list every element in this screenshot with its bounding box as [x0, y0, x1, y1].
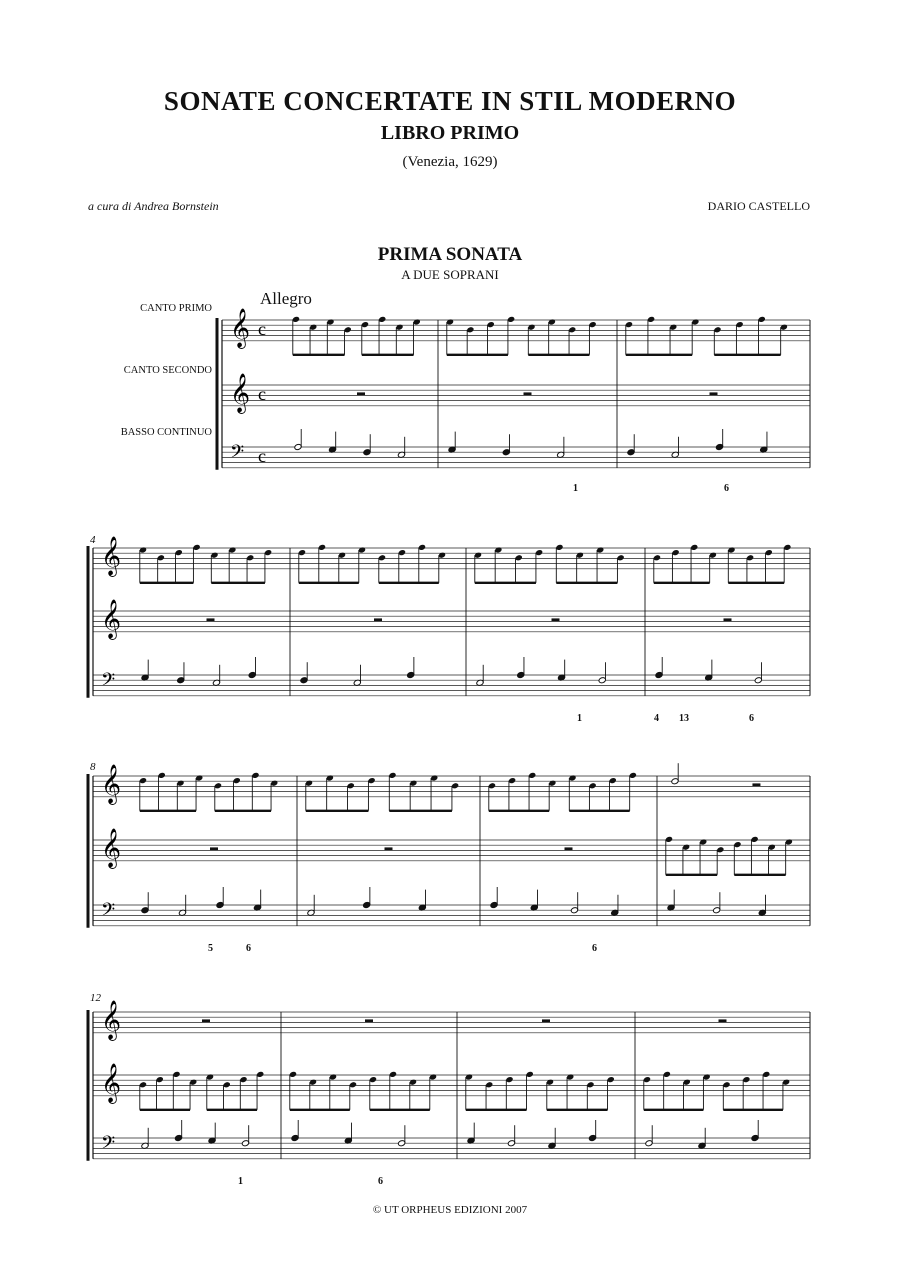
- instrument-label-canto-primo: CANTO PRIMO: [140, 303, 212, 314]
- treble-clef: 𝄞: [230, 308, 251, 348]
- treble-clef: 𝄞: [101, 1063, 122, 1103]
- treble-clef: 𝄞: [101, 599, 122, 639]
- time-signature: c: [258, 384, 266, 404]
- bass-clef: 𝄢: [101, 900, 116, 925]
- bass-clef: 𝄢: [101, 1133, 116, 1158]
- bass-clef: 𝄢: [101, 670, 116, 695]
- whole-rest: [752, 783, 760, 786]
- piece-subtitle: A DUE SOPRANI: [401, 267, 499, 282]
- whole-rest: [552, 618, 560, 621]
- time-signature: c: [258, 319, 266, 339]
- figured-bass-figure: 4: [654, 713, 659, 724]
- figured-bass-figure: 1: [238, 1176, 243, 1187]
- treble-clef: 𝄞: [101, 764, 122, 804]
- editor-credit: a cura di Andrea Bornstein: [88, 199, 219, 213]
- whole-rest: [710, 392, 718, 395]
- figured-bass-figure: 6: [246, 943, 251, 954]
- whole-rest: [357, 392, 365, 395]
- figured-bass-figure: 6: [592, 943, 597, 954]
- whole-rest: [374, 618, 382, 621]
- whole-rest: [207, 618, 215, 621]
- publication-date: (Venezia, 1629): [402, 154, 498, 170]
- whole-rest: [210, 847, 218, 850]
- whole-rest: [724, 618, 732, 621]
- figured-bass-figure: 6: [378, 1176, 383, 1187]
- treble-clef: 𝄞: [101, 536, 122, 576]
- measure-number: 12: [90, 992, 101, 1004]
- figured-bass-figure: 6: [724, 483, 729, 494]
- treble-clef: 𝄞: [230, 373, 251, 413]
- instrument-label-canto-secondo: CANTO SECONDO: [123, 365, 212, 376]
- whole-rest: [202, 1019, 210, 1022]
- whole-rest: [524, 392, 532, 395]
- score-subtitle: LIBRO PRIMO: [380, 122, 520, 144]
- measure-number: 8: [90, 761, 96, 773]
- whole-rest: [365, 1019, 373, 1022]
- bass-clef: 𝄢: [230, 442, 245, 467]
- copyright-footer: © UT ORPHEUS EDIZIONI 2007: [372, 1204, 528, 1216]
- figured-bass-figure: 1: [577, 713, 582, 724]
- whole-rest: [719, 1019, 727, 1022]
- figured-bass-figure: 6: [749, 713, 754, 724]
- whole-rest: [542, 1019, 550, 1022]
- figured-bass-figure: 13: [679, 713, 689, 724]
- figured-bass-figure: 5: [208, 943, 213, 954]
- instrument-label-basso-continuo: BASSO CONTINUO: [120, 427, 212, 438]
- tempo-marking: Allegro: [260, 289, 312, 308]
- figured-bass-figure: 1: [573, 483, 578, 494]
- treble-clef: 𝄞: [101, 828, 122, 868]
- time-signature: c: [258, 446, 266, 466]
- score-title: SONATE CONCERTATE IN STIL MODERNO: [163, 86, 737, 116]
- piece-title: PRIMA SONATA: [377, 244, 523, 265]
- composer-name: DARIO CASTELLO: [707, 199, 810, 213]
- whole-rest: [385, 847, 393, 850]
- measure-number: 4: [90, 534, 96, 546]
- whole-rest: [565, 847, 573, 850]
- treble-clef: 𝄞: [101, 1000, 122, 1040]
